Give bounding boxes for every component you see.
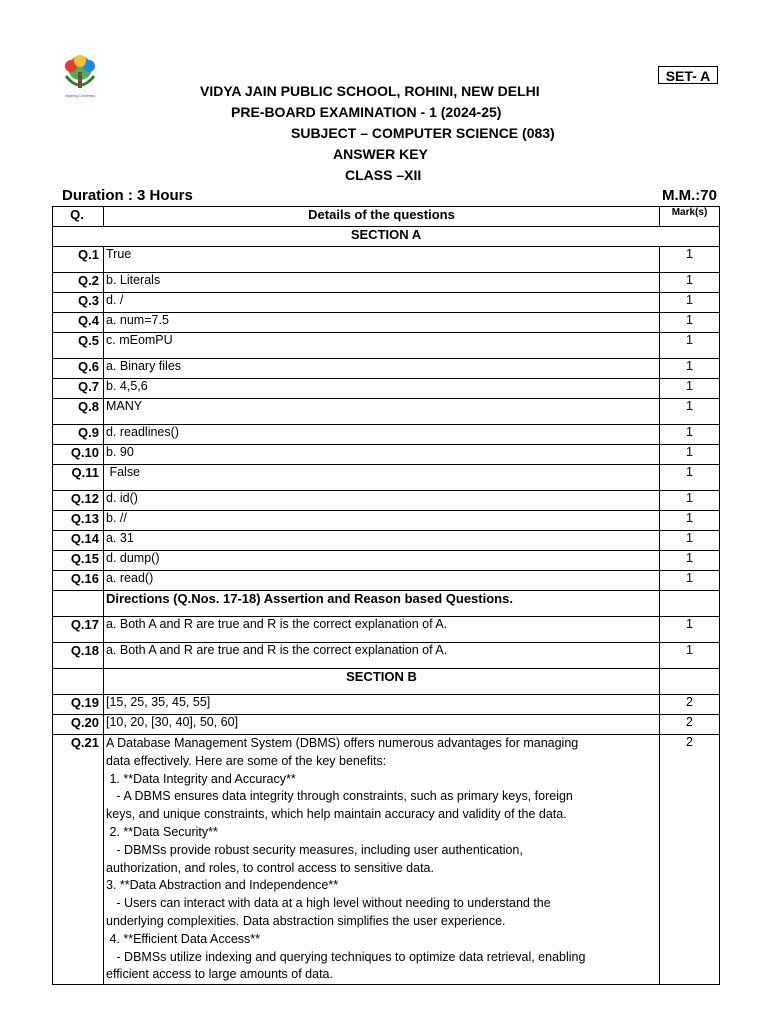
duration: Duration : 3 Hours [62, 187, 193, 204]
answer-line: efficient access to large amounts of data. [106, 967, 333, 982]
tree-emblem-icon [58, 54, 102, 94]
question-number: Q.15 [53, 551, 104, 571]
answer-text: d. / [104, 293, 660, 313]
exam-title: PRE-BOARD EXAMINATION - 1 (2024-25) [231, 104, 502, 120]
question-number: Q.21 [53, 735, 104, 985]
marks-value: 2 [660, 695, 720, 715]
answer-line: - DBMSs utilize indexing and querying techniques to optimize data retrieval, enabling [106, 949, 586, 964]
table-row [53, 617, 720, 643]
marks-value: 1 [660, 313, 720, 333]
marks-value: 1 [660, 643, 720, 669]
answer-text-q21 [104, 735, 660, 985]
table-row [53, 571, 720, 591]
directions-row [53, 591, 720, 617]
table-row [53, 333, 720, 359]
answer-text: False [104, 465, 660, 491]
answer-text: c. mEomPU [104, 333, 660, 359]
marks-value: 1 [660, 273, 720, 293]
answer-line: - A DBMS ensures data integrity through constraints, such as primary keys, foreign [106, 789, 573, 804]
answer-text: [15, 25, 35, 45, 55] [104, 695, 660, 715]
answer-line: - DBMSs provide robust security measures, including user authentication, [106, 842, 523, 857]
question-number: Q.17 [53, 617, 104, 643]
marks-value: 1 [660, 247, 720, 273]
marks-value: 1 [660, 399, 720, 425]
table-row [53, 715, 720, 735]
answer-text: b. Literals [104, 273, 660, 293]
marks-value: 1 [660, 531, 720, 551]
question-number: Q.13 [53, 511, 104, 531]
marks-value: 1 [660, 445, 720, 465]
section-a-heading: SECTION A [53, 227, 720, 247]
marks-value: 1 [660, 511, 720, 531]
table-row [53, 551, 720, 571]
table-row [53, 293, 720, 313]
answer-text: b. 90 [104, 445, 660, 465]
question-number: Q.10 [53, 445, 104, 465]
answer-line: underlying complexities. Data abstraction simplifies the user experience. [106, 913, 506, 928]
table-row [53, 273, 720, 293]
table-row [53, 531, 720, 551]
question-number: Q.2 [53, 273, 104, 293]
empty-cell [660, 591, 720, 617]
answer-text: a. Both A and R are true and R is the correct explanation of A. [104, 643, 660, 669]
marks-value: 1 [660, 551, 720, 571]
table-row [53, 379, 720, 399]
col-marks-header: Mark(s) [660, 207, 720, 227]
logo-caption: Inspiring Greatness [64, 94, 96, 98]
answer-text: a. Binary files [104, 359, 660, 379]
marks-value: 1 [660, 359, 720, 379]
class-title: CLASS –XII [345, 167, 422, 183]
answer-text: [10, 20, [30, 40], 50, 60] [104, 715, 660, 735]
answer-text: a. read() [104, 571, 660, 591]
answer-text: True [104, 247, 660, 273]
marks-value: 1 [660, 379, 720, 399]
answer-text: a. Both A and R are true and R is the correct explanation of A. [104, 617, 660, 643]
answer-line: keys, and unique constraints, which help maintain accuracy and validity of the data. [106, 807, 567, 822]
answer-text: MANY [104, 399, 660, 425]
table-row-q21 [53, 735, 720, 985]
empty-cell [53, 669, 104, 695]
table-row [53, 399, 720, 425]
table-row [53, 445, 720, 465]
question-number: Q.3 [53, 293, 104, 313]
answer-text: a. num=7.5 [104, 313, 660, 333]
table-row [53, 491, 720, 511]
marks-value: 1 [660, 491, 720, 511]
empty-cell [53, 591, 104, 617]
marks-value: 1 [660, 571, 720, 591]
section-b-row [53, 669, 720, 695]
col-details-header: Details of the questions [104, 207, 660, 227]
col-q-header: Q. [53, 207, 104, 227]
answer-text: b. // [104, 511, 660, 531]
answer-line: 3. **Data Abstraction and Independence** [106, 878, 339, 893]
table-row [53, 313, 720, 333]
marks-value: 1 [660, 333, 720, 359]
answer-text: b. 4,5,6 [104, 379, 660, 399]
directions-text: Directions (Q.Nos. 17-18) Assertion and Reason based Questions. [104, 591, 660, 617]
table-row [53, 247, 720, 273]
answer-line: authorization, and roles, to control access to sensitive data. [106, 860, 434, 875]
table-row [53, 511, 720, 531]
question-number: Q.12 [53, 491, 104, 511]
table-row [53, 359, 720, 379]
empty-cell [660, 669, 720, 695]
school-logo [58, 54, 102, 100]
answer-text: d. id() [104, 491, 660, 511]
answer-text: d. readlines() [104, 425, 660, 445]
question-number: Q.18 [53, 643, 104, 669]
question-number: Q.9 [53, 425, 104, 445]
question-number: Q.19 [53, 695, 104, 715]
question-number: Q.7 [53, 379, 104, 399]
question-number: Q.16 [53, 571, 104, 591]
school-name: VIDYA JAIN PUBLIC SCHOOL, ROHINI, NEW DELHI [200, 83, 540, 99]
question-number: Q.8 [53, 399, 104, 425]
table-header-row [53, 207, 720, 227]
question-number: Q.14 [53, 531, 104, 551]
answer-line: 1. **Data Integrity and Accuracy** [106, 771, 296, 786]
question-number: Q.4 [53, 313, 104, 333]
table-row [53, 425, 720, 445]
marks-value: 1 [660, 293, 720, 313]
answer-line: A Database Management System (DBMS) offers numerous advantages for managing [106, 736, 579, 750]
marks-value: 1 [660, 425, 720, 445]
answer-text: a. 31 [104, 531, 660, 551]
subject-title: SUBJECT – COMPUTER SCIENCE (083) [291, 125, 555, 141]
max-marks: M.M.:70 [661, 187, 717, 204]
marks-value: 2 [660, 715, 720, 735]
marks-value: 1 [660, 465, 720, 491]
answer-line: - Users can interact with data at a high level without needing to understand the [106, 896, 551, 911]
question-number: Q.20 [53, 715, 104, 735]
question-number: Q.11 [53, 465, 104, 491]
answer-text: d. dump() [104, 551, 660, 571]
table-row [53, 695, 720, 715]
section-b-heading: SECTION B [104, 669, 660, 695]
question-number: Q.1 [53, 247, 104, 273]
marks-value: 2 [660, 735, 720, 985]
answer-line: data effectively. Here are some of the key benefits: [106, 753, 387, 768]
question-number: Q.6 [53, 359, 104, 379]
answer-line: 2. **Data Security** [106, 824, 218, 839]
set-label: SET- A [658, 66, 718, 84]
document-title: ANSWER KEY [333, 146, 428, 162]
marks-value: 1 [660, 617, 720, 643]
question-number: Q.5 [53, 333, 104, 359]
answer-key-table [52, 206, 720, 985]
table-row [53, 643, 720, 669]
section-a-row [53, 227, 720, 247]
answer-line: 4. **Efficient Data Access** [106, 931, 261, 946]
table-row [53, 465, 720, 491]
